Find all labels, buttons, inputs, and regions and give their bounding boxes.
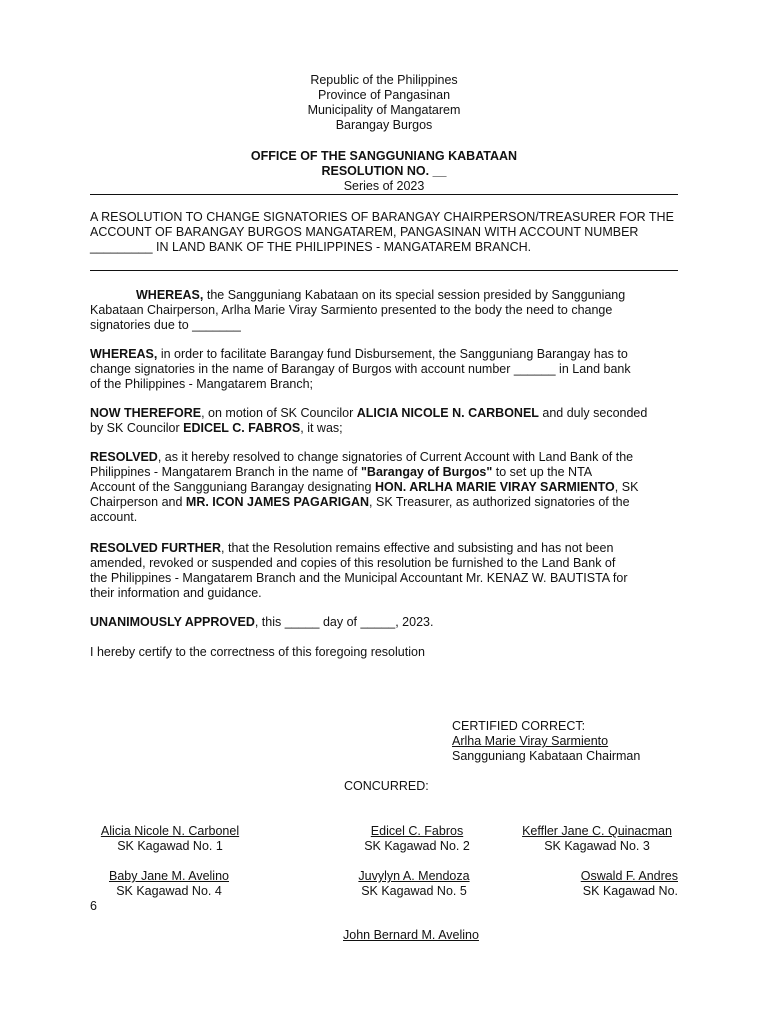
resolution-title	[90, 210, 680, 255]
certification-statement: I hereby certify to the correctness of this foregoing resolution	[90, 645, 425, 659]
kagawad-position: SK Kagawad No. 1	[117, 839, 223, 853]
kagawad-name: Keffler Jane C. Quinacman	[522, 824, 672, 838]
resolved-further-paragraph: RESOLVED FURTHER, that the Resolution remains effective and subsisting and has not been amended, revoked or suspended and copies of this resolution be furnished to the Land Bank of the Philippines - Mangatarem Branch and the Municipal Accountant Mr. KENAZ W. BAUTISTA for their information and guidance.	[90, 541, 628, 600]
kagawad-position: SK Kagawad No. 5	[361, 884, 467, 898]
office-title: OFFICE OF THE SANGGUNIANG KABATAAN	[250, 149, 518, 163]
whereas-paragraph-1: WHEREAS, the Sangguniang Kabataan on its special session presided by Sangguniang Kabataan Chairperson, Arlha Marie Viray Sarmiento presented to the body the need to change signatories due to _______	[90, 288, 626, 332]
kagawad-name: Juvylyn A. Mendoza	[358, 869, 470, 883]
bottom-divider	[90, 270, 678, 271]
kagawad-signature	[317, 824, 517, 854]
title-line: A RESOLUTION TO CHANGE SIGNATORIES OF BARANGAY CHAIRPERSON/TREASURER FOR THE	[90, 210, 674, 224]
kagawad-name: Oswald F. Andres	[580, 869, 678, 883]
concurred-label: CONCURRED:	[344, 779, 429, 793]
kagawad-position: SK Kagawad No.	[582, 884, 678, 898]
kagawad-signature	[69, 869, 269, 899]
title-line: _________ IN LAND BANK OF THE PHILIPPINES - MANGATAREM BRANCH.	[90, 240, 532, 254]
whereas-paragraph-2: WHEREAS, in order to facilitate Barangay fund Disbursement, the Sangguniang Barangay has to change signatories in the name of Barangay of Burgos with account number ______ in Land bank of the Philippines - Mangatarem Branch;	[90, 347, 631, 391]
resolved-paragraph: RESOLVED, as it hereby resolved to change signatories of Current Account with Land Bank of the Philippines - Mangatarem Branch in the name of "Barangay of Burgos" to set up the NTA Account of the Sangguniang Barangay designating HON. ARLHA MARIE VIRAY SARMIENTO, SK Chairperson and MR. ICON JAMES PAGARIGAN, SK Treasurer, as authorized signatories of the account.	[90, 450, 639, 524]
title-line: ACCOUNT OF BARANGAY BURGOS MANGATAREM, PANGASINAN WITH ACCOUNT NUMBER	[90, 225, 639, 239]
resolution-series: Series of 2023	[343, 179, 425, 193]
now-therefore-paragraph: NOW THEREFORE, on motion of SK Councilor ALICIA NICOLE N. CARBONEL and duly seconded by SK Councilor EDICEL C. FABROS, it was;	[90, 406, 648, 435]
certified-correct-block	[452, 719, 640, 764]
kagawad-signature	[497, 824, 697, 854]
resolution-heading	[0, 149, 768, 194]
kagawad-signature	[540, 869, 678, 899]
kagawad-signature	[70, 824, 270, 854]
header-municipality: Municipality of Mangatarem	[307, 103, 461, 117]
kagawad-number-overflow: 6	[90, 899, 97, 913]
header-province: Province of Pangasinan	[317, 88, 451, 102]
kagawad-position: SK Kagawad No. 2	[364, 839, 470, 853]
kagawad-name: Edicel C. Fabros	[370, 824, 464, 838]
chairman-name: Arlha Marie Viray Sarmiento	[452, 734, 609, 748]
whereas-lead: WHEREAS,	[90, 347, 158, 361]
kagawad-name: Baby Jane M. Avelino	[109, 869, 229, 883]
chairman-position: Sangguniang Kabataan Chairman	[452, 749, 641, 763]
kagawad-position: SK Kagawad No. 4	[116, 884, 222, 898]
kagawad-name: John Bernard M. Avelino	[343, 928, 479, 942]
header-republic: Republic of the Philippines	[310, 73, 458, 87]
whereas-lead: WHEREAS,	[136, 288, 204, 302]
top-divider	[90, 194, 678, 195]
document-header	[0, 73, 768, 133]
header-barangay: Barangay Burgos	[335, 118, 433, 132]
kagawad-position: SK Kagawad No. 3	[544, 839, 650, 853]
kagawad-name: Alicia Nicole N. Carbonel	[100, 824, 240, 838]
resolution-number: RESOLUTION NO. __	[321, 164, 447, 178]
certified-label: CERTIFIED CORRECT:	[452, 719, 586, 733]
kagawad-signature	[314, 869, 514, 899]
approval-line: UNANIMOUSLY APPROVED, this _____ day of _____, 2023.	[90, 615, 434, 629]
